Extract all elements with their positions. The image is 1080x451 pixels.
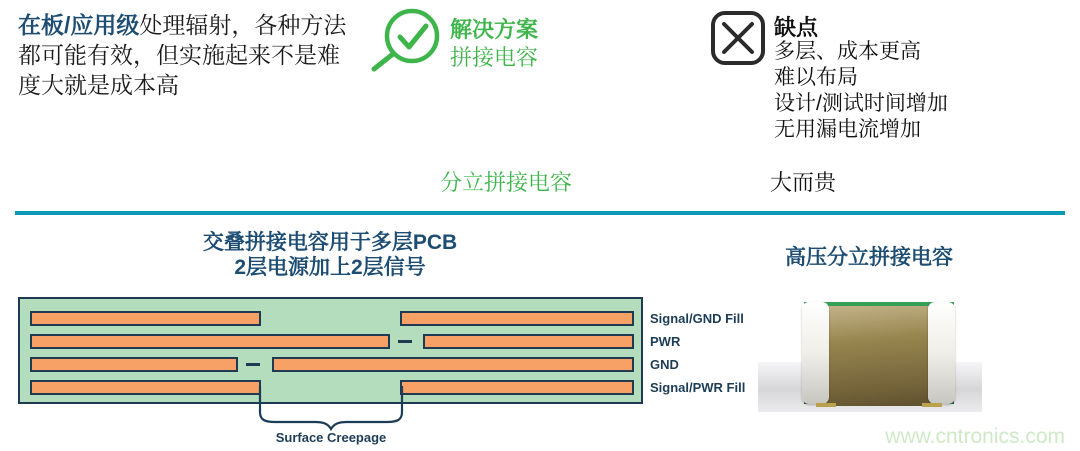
creepage-annotation: Surface Creepage <box>275 430 387 445</box>
copper-bar <box>400 380 634 395</box>
capacitor-photo <box>758 298 982 422</box>
capacitor-body <box>826 306 930 406</box>
drawbacks-title: 缺点 <box>774 15 819 40</box>
drawbacks-note: 大而贵 <box>770 170 837 195</box>
copper-bar <box>30 334 390 349</box>
drawback-item: 难以布局 <box>774 66 858 89</box>
solution-title: 解决方案 <box>450 17 539 42</box>
copper-bar <box>30 357 238 372</box>
overlap-dash <box>246 363 260 366</box>
solution-subtitle: 拼接电容 <box>450 45 539 70</box>
right-section-heading: 高压分立拼接电容 <box>785 246 953 269</box>
copper-bar <box>400 311 634 326</box>
layer-label-signal-pwr-fill: Signal/PWR Fill <box>650 380 746 395</box>
drawback-item: 多层、成本更高 <box>774 40 921 63</box>
capacitor-terminal-left <box>802 302 829 404</box>
capacitor-lead-left <box>816 403 836 407</box>
copper-bar <box>423 334 634 349</box>
intro-line1 <box>18 10 390 40</box>
drawback-item: 设计/测试时间增加 <box>774 92 948 115</box>
copper-bar <box>30 311 261 326</box>
intro-highlight: 在板/应用级 <box>18 12 140 38</box>
watermark: www.cntronics.com <box>885 425 1065 448</box>
layer-label-pwr: PWR <box>650 334 681 349</box>
drawbacks-list <box>774 39 948 143</box>
intro-line2: 都可能有效，但实施起来不是难 <box>18 42 340 68</box>
creepage-brace <box>245 386 417 432</box>
capacitor-lead-right <box>922 403 942 407</box>
drawback-item: 无用漏电流增加 <box>774 118 921 141</box>
copper-bar <box>30 380 261 395</box>
magnifier-check-icon <box>370 2 440 72</box>
copper-bar <box>272 357 634 372</box>
layer-label-gnd: GND <box>650 357 679 372</box>
left-heading-line2: 2层电源加上2层信号 <box>234 256 426 279</box>
intro-line3: 度大就是成本高 <box>18 72 179 98</box>
intro-text <box>18 10 390 100</box>
intro-line1-rest: 处理辐射，各种方法 <box>139 12 347 38</box>
x-box-icon <box>710 10 766 66</box>
section-divider <box>15 211 1065 215</box>
overlap-dash <box>398 340 412 343</box>
left-heading-line1: 交叠拼接电容用于多层PCB <box>202 231 458 254</box>
layer-label-signal-gnd-fill: Signal/GND Fill <box>650 311 744 326</box>
left-section-heading <box>150 230 510 280</box>
capacitor-terminal-right <box>928 302 955 404</box>
solution-category: 分立拼接电容 <box>440 170 573 195</box>
